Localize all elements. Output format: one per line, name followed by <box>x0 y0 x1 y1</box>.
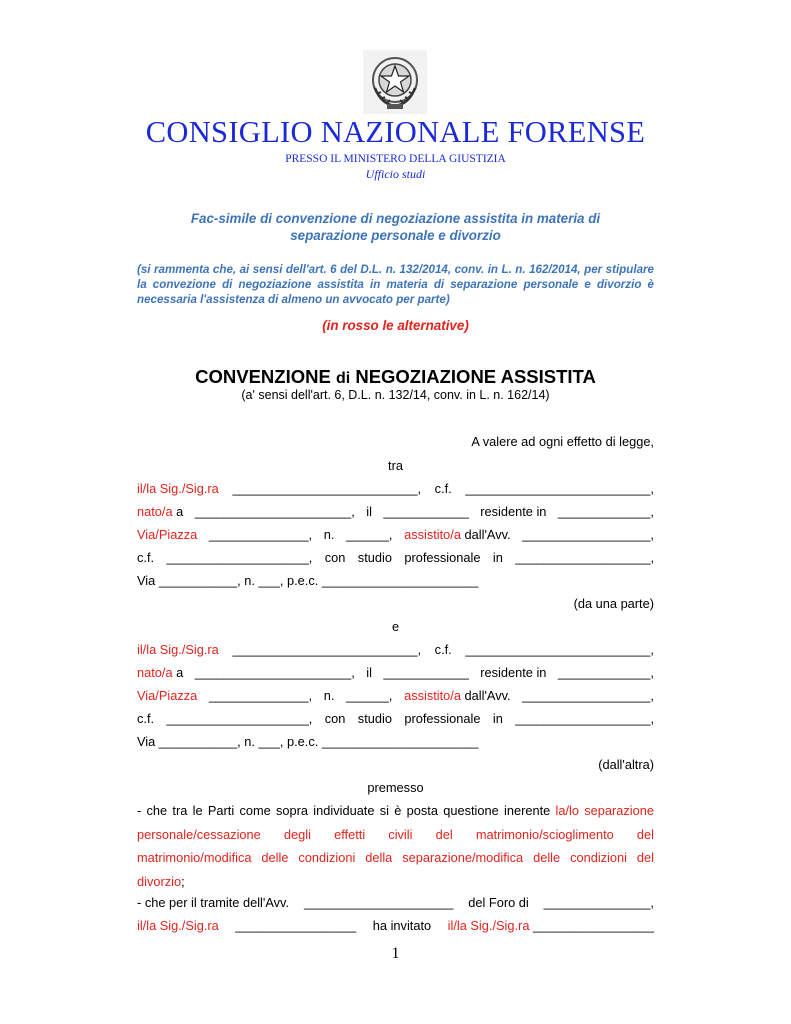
party-2-name-line <box>137 642 654 658</box>
party-2-assistito: assistito/a <box>404 688 461 703</box>
party-2-via: Via/Piazza <box>137 688 198 703</box>
party-1-lawyer-cf-blank: ____________________, <box>166 550 313 565</box>
premise-word: premesso <box>367 780 424 795</box>
party-1-via-short: Via <box>137 573 156 588</box>
between-word: tra <box>388 458 403 473</box>
party-1-dall-avv: dall'Avv. <box>464 527 511 542</box>
premise-2-lawyer-blank: _____________________ <box>303 895 454 910</box>
party-2-via-blank: ___________, <box>158 734 241 749</box>
party-1-lawyer-cf: c.f. <box>137 550 155 565</box>
organization-subtitle: PRESSO IL MINISTERO DELLA GIUSTIZIA <box>285 153 506 165</box>
party-2-lawyer-cf-line <box>137 711 654 727</box>
party-2-studio-3: professionale <box>404 711 481 726</box>
party-2-date-blank: ____________ <box>383 665 469 680</box>
premise-1-alternatives: la/lo separazione personale/cessazione degli effetti civili del matrimonio/scioglimento del matrimonio/modifica delle condizioni della separazione/modifica delle condizioni del divorzio <box>137 803 654 889</box>
party-1-street-blank: ______________, <box>208 527 313 542</box>
party-1-studio-2: studio <box>357 550 392 565</box>
party-2-cf-label: c.f. <box>434 642 452 657</box>
legal-note: (si rammenta che, ai sensi dell'art. 6 del D.L. n. 132/2014, conv. in L. n. 162/2014, per stipulare la convezione di negoziazione assistita in materia di separazione personale e divorzio è necessaria l'assistenza di almeno un avvocato per parte) <box>137 263 654 306</box>
party-2-street-blank: ______________, <box>208 688 313 703</box>
party-2-studio-4: in <box>492 711 503 726</box>
party-1-studio-3: professionale <box>404 550 481 565</box>
premise-3-party-2: il/la Sig./Sig.ra <box>447 918 530 933</box>
premise-3-blank-2: _________________ <box>533 918 654 933</box>
party-1-pec-line <box>137 573 654 589</box>
one-side-label: (da una parte) <box>573 596 654 611</box>
organization-name: CONSIGLIO NAZIONALE FORENSE <box>145 115 646 149</box>
party-1-residence-blank: _____________, <box>557 504 654 519</box>
party-2-studio-1: con <box>324 711 346 726</box>
party-1-name-blank: __________________________, <box>232 481 422 496</box>
office-name: Ufficio studi <box>365 167 426 181</box>
party-1-residente: residente in <box>480 504 547 519</box>
title-part-1: CONVENZIONE <box>195 366 336 387</box>
party-2-number-blank: ______, <box>346 688 393 703</box>
party-2-residente: residente in <box>480 665 547 680</box>
party-2-studio-blank: ___________________, <box>515 711 654 726</box>
party-2-birthplace-blank: ______________________, <box>194 665 355 680</box>
party-2-name-blank: __________________________, <box>232 642 422 657</box>
alternatives-note: (in rosso le alternative) <box>322 318 469 333</box>
legal-reference: (a' sensi dell'art. 6, D.L. n. 132/14, conv. in L. n. 162/14) <box>241 388 550 402</box>
document-title <box>0 366 791 390</box>
premise-2-foro: del Foro di <box>468 895 529 910</box>
party-2-birth-line <box>137 665 654 681</box>
party-2-sig: Sig./Sig.ra <box>159 642 219 657</box>
party-1-assistito: assistito/a <box>404 527 461 542</box>
facsimile-line-2: separazione personale e divorzio <box>290 228 501 243</box>
party-1-a: a <box>176 504 184 519</box>
party-1-date-blank: ____________ <box>383 504 469 519</box>
republic-emblem <box>363 50 427 114</box>
party-2-studio-2: studio <box>357 711 392 726</box>
premise-1-end: ; <box>181 873 185 889</box>
premise-3-blank-1: _________________ <box>235 918 357 933</box>
premise-1-text: - che tra le Parti come sopra individuate si è posta questione inerente <box>137 803 556 818</box>
party-2-n-short: n. <box>244 734 255 749</box>
premise-2-foro-blank: _______________, <box>543 895 654 910</box>
party-1-cf-blank: __________________________, <box>465 481 654 496</box>
party-2-pec-blank: ______________________ <box>321 734 479 749</box>
page-number: 1 <box>391 945 400 962</box>
party-1-lawyer-blank: __________________, <box>522 527 654 542</box>
party-1-studio-4: in <box>492 550 503 565</box>
party-1-n-blank: ___, <box>258 573 284 588</box>
party-1-pec-blank: ______________________ <box>321 573 479 588</box>
party-1-n: n. <box>323 527 335 542</box>
party-1-address-line <box>137 527 654 543</box>
facsimile-line-1: Fac-simile di convenzione di negoziazione assistita in materia di <box>190 211 601 226</box>
party-2-il: il <box>366 665 372 680</box>
party-2-title: il/la <box>137 642 157 657</box>
party-2-lawyer-blank: __________________, <box>522 688 654 703</box>
validity-line: A valere ad ogni effetto di legge, <box>471 434 654 449</box>
title-part-3: NEGOZIAZIONE ASSISTITA <box>350 366 596 387</box>
party-1-name-line <box>137 481 654 497</box>
party-2-lawyer-cf: c.f. <box>137 711 155 726</box>
party-2-via-short: Via <box>137 734 156 749</box>
party-2-n: n. <box>323 688 335 703</box>
title-part-2: di <box>335 370 351 387</box>
party-1-studio-blank: ___________________, <box>515 550 654 565</box>
party-2-pec: p.e.c. <box>286 734 319 749</box>
premise-3 <box>137 918 654 934</box>
party-2-nato: nato/a <box>137 665 173 680</box>
party-1-nato: nato/a <box>137 504 173 519</box>
party-2-residence-blank: _____________, <box>557 665 654 680</box>
party-1-studio-1: con <box>324 550 346 565</box>
party-1-sig: Sig./Sig.ra <box>159 481 219 496</box>
party-1-birthplace-blank: ______________________, <box>194 504 355 519</box>
party-1-cf-label: c.f. <box>434 481 452 496</box>
premise-3-invited: ha invitato <box>372 918 432 933</box>
premise-2 <box>137 895 654 911</box>
party-1-title: il/la <box>137 481 157 496</box>
premise-1 <box>137 799 654 893</box>
party-1-via-blank: ___________, <box>158 573 241 588</box>
other-side-label: (dall'altra) <box>598 757 654 772</box>
facsimile-heading <box>150 210 641 244</box>
premise-2-text: - che per il tramite dell'Avv. <box>137 895 290 910</box>
party-2-dall-avv: dall'Avv. <box>464 688 511 703</box>
party-2-n-blank: ___, <box>258 734 284 749</box>
party-2-pec-line <box>137 734 654 750</box>
party-2-lawyer-cf-blank: ____________________, <box>166 711 313 726</box>
party-2-address-line <box>137 688 654 704</box>
party-1-lawyer-cf-line <box>137 550 654 566</box>
party-1-birth-line <box>137 504 654 520</box>
party-1-il: il <box>366 504 372 519</box>
premise-3-party-1: il/la Sig./Sig.ra <box>137 918 219 933</box>
party-1-number-blank: ______, <box>346 527 393 542</box>
party-1-via: Via/Piazza <box>137 527 198 542</box>
party-1-pec: p.e.c. <box>286 573 319 588</box>
party-2-a: a <box>176 665 184 680</box>
party-1-n-short: n. <box>244 573 255 588</box>
and-word: e <box>391 619 400 634</box>
party-2-cf-blank: __________________________, <box>465 642 654 657</box>
